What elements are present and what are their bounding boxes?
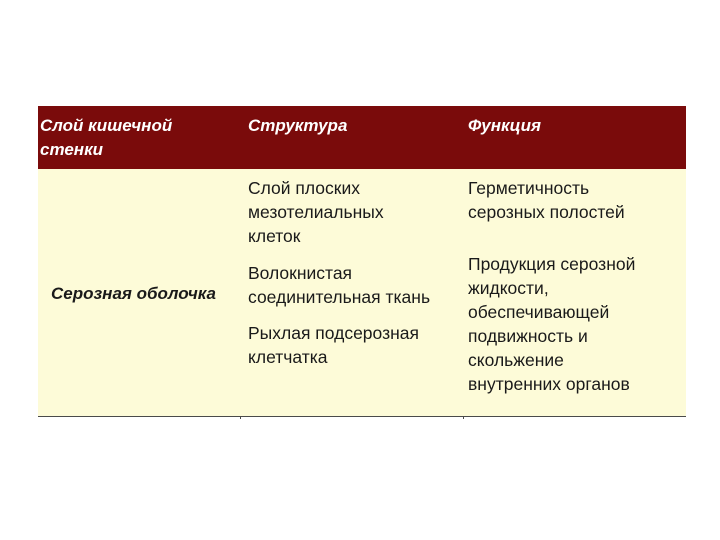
header-layer: Слой кишечной стенки bbox=[40, 116, 173, 159]
column-divider bbox=[240, 416, 241, 419]
function-cell: Продукция серозной жидкости, обеспечивающей подвижность и скольжение внутренних органов bbox=[468, 254, 636, 394]
header-function: Функция bbox=[468, 116, 541, 135]
row-layer-name: Серозная оболочка bbox=[51, 284, 217, 303]
structure-cell: Слой плоских мезотелиальных клеток bbox=[248, 178, 384, 246]
structure-cell: Волокнистая соединительная ткань bbox=[248, 263, 431, 307]
structure-cell: Рыхлая подсерозная клетчатка bbox=[248, 323, 419, 367]
function-cell: Герметичность серозных полостей bbox=[468, 178, 625, 222]
column-divider bbox=[463, 416, 464, 419]
table-bottom-rule bbox=[38, 416, 686, 417]
serous-membrane-table bbox=[38, 106, 686, 420]
header-structure: Структура bbox=[248, 116, 348, 135]
